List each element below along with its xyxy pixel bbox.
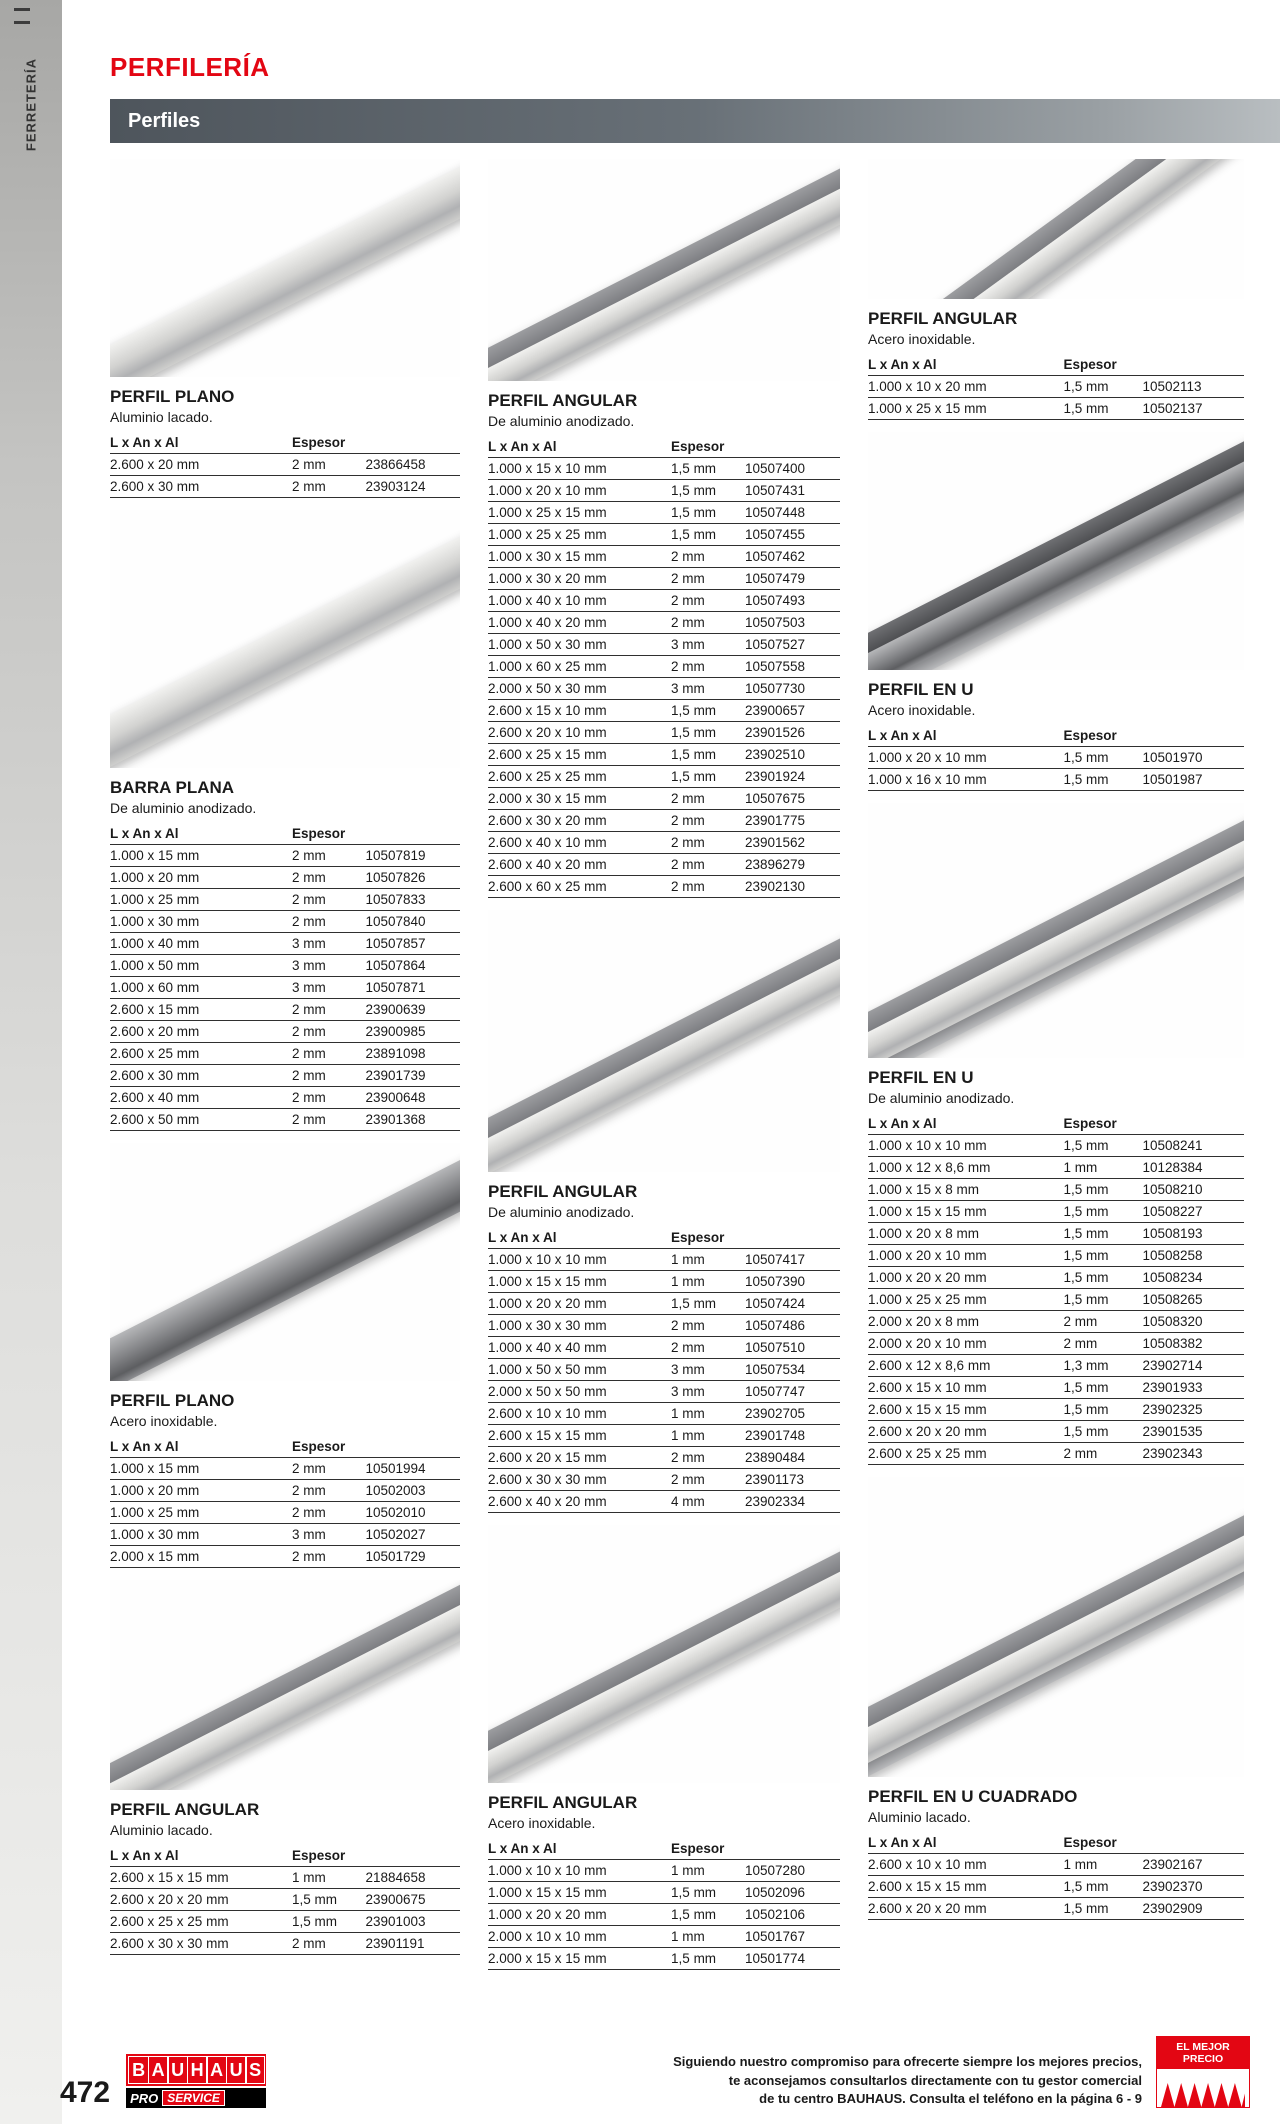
table-row: 1.000 x 30 x 30 mm 2 mm 10507486 <box>488 1315 840 1337</box>
table-row: 1.000 x 25 x 25 mm 1,5 mm 10508265 <box>868 1289 1244 1311</box>
table-row: 1.000 x 30 mm 3 mm 10502027 <box>110 1524 460 1546</box>
product-table <box>110 1437 460 1568</box>
table-row: 2.600 x 15 x 10 mm 1,5 mm 23900657 <box>488 700 840 722</box>
service-label: SERVICE <box>162 2090 225 2106</box>
table-row: 1.000 x 25 mm 2 mm 10502010 <box>110 1502 460 1524</box>
product-subtitle: Aluminio lacado. <box>110 409 213 425</box>
table-row: 2.600 x 12 x 8,6 mm 1,3 mm 23902714 <box>868 1355 1244 1377</box>
product-image <box>110 159 460 377</box>
section-bar: Perfiles <box>110 99 1280 143</box>
col-header-espesor: Espesor <box>292 433 366 454</box>
table-row: 2.600 x 40 mm 2 mm 23900648 <box>110 1087 460 1109</box>
product-card <box>110 1580 460 1955</box>
product-table <box>868 1833 1244 1920</box>
table-row: 2.600 x 15 mm 2 mm 23900639 <box>110 999 460 1021</box>
table-row: 1.000 x 20 x 20 mm 1,5 mm 10507424 <box>488 1293 840 1315</box>
table-row: 1.000 x 30 x 15 mm 2 mm 10507462 <box>488 546 840 568</box>
table-row: 2.600 x 30 x 20 mm 2 mm 23901775 <box>488 810 840 832</box>
table-row: 1.000 x 50 x 50 mm 3 mm 10507534 <box>488 1359 840 1381</box>
table-row: 2.600 x 20 x 20 mm 1,5 mm 23900675 <box>110 1889 460 1911</box>
bauhaus-wordmark: B A U H A U S <box>126 2054 266 2086</box>
table-row: 2.600 x 10 x 10 mm 1 mm 23902167 <box>868 1854 1244 1876</box>
table-row: 1.000 x 50 x 30 mm 3 mm 10507527 <box>488 634 840 656</box>
page-number: 472 <box>60 2076 111 2109</box>
table-row: 1.000 x 10 x 10 mm 1 mm 10507280 <box>488 1860 840 1882</box>
col-header-dims: L x An x Al <box>868 1833 1064 1854</box>
table-row: 2.600 x 25 x 25 mm 1,5 mm 23901924 <box>488 766 840 788</box>
best-price-label: EL MEJOR PRECIO <box>1157 2037 1249 2069</box>
col-header-dims: L x An x Al <box>488 1839 671 1860</box>
menu-icon <box>14 8 30 24</box>
product-title: PERFIL ANGULAR <box>488 1793 638 1812</box>
table-row: 2.600 x 10 x 10 mm 1 mm 23902705 <box>488 1403 840 1425</box>
product-title: PERFIL ANGULAR <box>488 1182 638 1201</box>
product-title: PERFIL ANGULAR <box>110 1800 260 1819</box>
table-row: 2.600 x 20 x 10 mm 1,5 mm 23901526 <box>488 722 840 744</box>
col-header-espesor: Espesor <box>1064 355 1143 376</box>
table-row: 1.000 x 15 x 10 mm 1,5 mm 10507400 <box>488 458 840 480</box>
table-row: 2.000 x 10 x 10 mm 1 mm 10501767 <box>488 1926 840 1948</box>
page-title: PERFILERÍA <box>110 52 270 82</box>
table-row: 1.000 x 40 x 20 mm 2 mm 10507503 <box>488 612 840 634</box>
product-table <box>488 1228 840 1513</box>
table-row: 1.000 x 15 mm 2 mm 10507819 <box>110 845 460 867</box>
table-row: 2.600 x 20 x 20 mm 1,5 mm 23901535 <box>868 1421 1244 1443</box>
col-header-sku <box>1142 1114 1244 1135</box>
table-row: 2.600 x 25 mm 2 mm 23891098 <box>110 1043 460 1065</box>
product-title: PERFIL ANGULAR <box>868 309 1018 328</box>
product-card <box>488 159 840 898</box>
product-subtitle: Acero inoxidable. <box>110 1413 218 1429</box>
col-header-dims: L x An x Al <box>488 437 671 458</box>
product-card <box>110 159 460 498</box>
table-row: 1.000 x 40 x 10 mm 2 mm 10507493 <box>488 590 840 612</box>
footer-note-line: de tu centro BAUHAUS. Consulta el teléfono en la página 6 - 9 <box>759 2090 1142 2106</box>
col-header-sku <box>366 1846 461 1867</box>
product-table <box>868 1114 1244 1465</box>
col-header-dims: L x An x Al <box>110 1846 292 1867</box>
bauhaus-logo <box>126 2054 266 2108</box>
table-row: 1.000 x 15 x 15 mm 1,5 mm 10502096 <box>488 1882 840 1904</box>
page-content <box>110 0 1244 1970</box>
product-image <box>110 510 460 768</box>
table-row: 2.000 x 20 x 8 mm 2 mm 10508320 <box>868 1311 1244 1333</box>
product-image <box>110 1143 460 1381</box>
product-subtitle: Aluminio lacado. <box>868 1809 971 1825</box>
product-table <box>110 1846 460 1955</box>
product-card <box>488 910 840 1513</box>
table-row: 2.600 x 15 x 10 mm 1,5 mm 23901933 <box>868 1377 1244 1399</box>
table-row: 1.000 x 30 x 20 mm 2 mm 10507479 <box>488 568 840 590</box>
col-header-dims: L x An x Al <box>488 1228 671 1249</box>
pro-label: PRO <box>130 2090 159 2106</box>
product-table <box>488 1839 840 1970</box>
product-title: BARRA PLANA <box>110 778 235 797</box>
product-columns <box>110 147 1244 1970</box>
product-title: PERFIL PLANO <box>110 387 235 406</box>
best-price-graphic <box>1157 2069 1249 2107</box>
table-row: 1.000 x 60 x 25 mm 2 mm 10507558 <box>488 656 840 678</box>
table-row: 2.600 x 60 x 25 mm 2 mm 23902130 <box>488 876 840 898</box>
table-row: 2.600 x 25 x 15 mm 1,5 mm 23902510 <box>488 744 840 766</box>
table-row: 2.600 x 15 x 15 mm 1 mm 21884658 <box>110 1867 460 1889</box>
table-row: 1.000 x 40 x 40 mm 2 mm 10507510 <box>488 1337 840 1359</box>
table-row: 1.000 x 15 x 8 mm 1,5 mm 10508210 <box>868 1179 1244 1201</box>
product-image <box>488 910 840 1172</box>
table-row: 2.000 x 15 mm 2 mm 10501729 <box>110 1546 460 1568</box>
table-row: 1.000 x 20 mm 2 mm 10507826 <box>110 867 460 889</box>
table-row: 1.000 x 50 mm 3 mm 10507864 <box>110 955 460 977</box>
table-row: 1.000 x 25 x 25 mm 1,5 mm 10507455 <box>488 524 840 546</box>
col-header-sku <box>1142 726 1244 747</box>
table-row: 2.600 x 20 x 20 mm 1,5 mm 23902909 <box>868 1898 1244 1920</box>
col-header-sku <box>745 437 840 458</box>
table-row: 1.000 x 25 mm 2 mm 10507833 <box>110 889 460 911</box>
col-header-espesor: Espesor <box>671 437 745 458</box>
product-table <box>488 437 840 898</box>
product-image <box>868 432 1244 670</box>
category-sidebar <box>0 0 62 2124</box>
product-subtitle: Aluminio lacado. <box>110 1822 213 1838</box>
table-row: 1.000 x 15 x 15 mm 1 mm 10507390 <box>488 1271 840 1293</box>
col-header-sku <box>1142 355 1244 376</box>
table-row: 2.600 x 50 mm 2 mm 23901368 <box>110 1109 460 1131</box>
category-label: FERRETERÍA <box>23 58 39 152</box>
product-card <box>488 1525 840 1970</box>
table-row: 2.000 x 30 x 15 mm 2 mm 10507675 <box>488 788 840 810</box>
product-card <box>110 510 460 1131</box>
table-row: 2.600 x 25 x 25 mm 2 mm 23902343 <box>868 1443 1244 1465</box>
product-table <box>868 355 1244 420</box>
column-3 <box>868 147 1244 1970</box>
table-row: 2.600 x 15 x 15 mm 1 mm 23901748 <box>488 1425 840 1447</box>
table-row: 2.000 x 15 x 15 mm 1,5 mm 10501774 <box>488 1948 840 1970</box>
product-subtitle: De aluminio anodizado. <box>488 1204 635 1220</box>
table-row: 2.600 x 30 x 30 mm 2 mm 23901191 <box>110 1933 460 1955</box>
table-row: 1.000 x 20 x 10 mm 1,5 mm 10507431 <box>488 480 840 502</box>
column-1 <box>110 147 460 1970</box>
col-header-espesor: Espesor <box>292 824 366 845</box>
table-row: 1.000 x 10 x 10 mm 1,5 mm 10508241 <box>868 1135 1244 1157</box>
table-row: 2.600 x 40 x 10 mm 2 mm 23901562 <box>488 832 840 854</box>
product-subtitle: De aluminio anodizado. <box>868 1090 1015 1106</box>
product-image <box>110 1580 460 1790</box>
column-2 <box>488 147 840 1970</box>
col-header-espesor: Espesor <box>292 1437 366 1458</box>
col-header-espesor: Espesor <box>1064 1114 1143 1135</box>
table-row: 2.600 x 25 x 25 mm 1,5 mm 23901003 <box>110 1911 460 1933</box>
col-header-sku <box>366 1437 461 1458</box>
product-card <box>868 432 1244 791</box>
product-subtitle: Acero inoxidable. <box>488 1815 596 1831</box>
table-row: 1.000 x 10 x 20 mm 1,5 mm 10502113 <box>868 376 1244 398</box>
product-image <box>488 1525 840 1783</box>
product-subtitle: De aluminio anodizado. <box>488 413 635 429</box>
product-image <box>868 1477 1244 1777</box>
table-row: 2.600 x 15 x 15 mm 1,5 mm 23902370 <box>868 1876 1244 1898</box>
table-row: 1.000 x 15 mm 2 mm 10501994 <box>110 1458 460 1480</box>
table-row: 2.600 x 20 mm 2 mm 23900985 <box>110 1021 460 1043</box>
col-header-dims: L x An x Al <box>868 355 1064 376</box>
col-header-espesor: Espesor <box>1064 726 1143 747</box>
table-row: 1.000 x 60 mm 3 mm 10507871 <box>110 977 460 999</box>
table-row: 2.600 x 20 mm 2 mm 23866458 <box>110 454 460 476</box>
table-row: 1.000 x 30 mm 2 mm 10507840 <box>110 911 460 933</box>
product-subtitle: De aluminio anodizado. <box>110 800 257 816</box>
col-header-dims: L x An x Al <box>110 824 292 845</box>
table-row: 2.600 x 20 x 15 mm 2 mm 23890484 <box>488 1447 840 1469</box>
table-row: 1.000 x 25 x 15 mm 1,5 mm 10502137 <box>868 398 1244 420</box>
proservice-logo <box>126 2088 266 2108</box>
table-row: 1.000 x 10 x 10 mm 1 mm 10507417 <box>488 1249 840 1271</box>
table-row: 2.600 x 40 x 20 mm 2 mm 23896279 <box>488 854 840 876</box>
table-row: 2.600 x 30 mm 2 mm 23903124 <box>110 476 460 498</box>
page-footer <box>60 2036 1250 2108</box>
product-image <box>488 159 840 381</box>
table-row: 1.000 x 20 mm 2 mm 10502003 <box>110 1480 460 1502</box>
product-table <box>110 824 460 1131</box>
zigzag-icon <box>1161 2077 1245 2107</box>
footer-note <box>673 2053 1142 2108</box>
table-row: 2.000 x 50 x 50 mm 3 mm 10507747 <box>488 1381 840 1403</box>
product-table <box>110 433 460 498</box>
product-title: PERFIL ANGULAR <box>488 391 638 410</box>
col-header-sku <box>366 433 461 454</box>
col-header-dims: L x An x Al <box>110 1437 292 1458</box>
product-card <box>110 1143 460 1568</box>
table-row: 1.000 x 20 x 8 mm 1,5 mm 10508193 <box>868 1223 1244 1245</box>
best-price-badge <box>1156 2036 1250 2108</box>
product-subtitle: Acero inoxidable. <box>868 702 976 718</box>
product-table <box>868 726 1244 791</box>
table-row: 2.600 x 30 x 30 mm 2 mm 23901173 <box>488 1469 840 1491</box>
product-title: PERFIL PLANO <box>110 1391 235 1410</box>
product-card <box>868 159 1244 420</box>
col-header-sku <box>745 1839 840 1860</box>
product-card <box>868 1477 1244 1920</box>
col-header-espesor: Espesor <box>671 1228 745 1249</box>
table-row: 1.000 x 20 x 20 mm 1,5 mm 10502106 <box>488 1904 840 1926</box>
col-header-dims: L x An x Al <box>868 1114 1064 1135</box>
table-row: 1.000 x 15 x 15 mm 1,5 mm 10508227 <box>868 1201 1244 1223</box>
col-header-dims: L x An x Al <box>110 433 292 454</box>
product-subtitle: Acero inoxidable. <box>868 331 976 347</box>
product-image <box>868 159 1244 299</box>
col-header-sku <box>366 824 461 845</box>
table-row: 1.000 x 16 x 10 mm 1,5 mm 10501987 <box>868 769 1244 791</box>
table-row: 2.600 x 40 x 20 mm 4 mm 23902334 <box>488 1491 840 1513</box>
footer-note-line: te aconsejamos consultarlos directamente con tu gestor comercial <box>728 2072 1142 2088</box>
col-header-dims: L x An x Al <box>868 726 1064 747</box>
product-title: PERFIL EN U <box>868 680 974 699</box>
table-row: 2.000 x 20 x 10 mm 2 mm 10508382 <box>868 1333 1244 1355</box>
table-row: 2.600 x 30 mm 2 mm 23901739 <box>110 1065 460 1087</box>
col-header-sku <box>745 1228 840 1249</box>
col-header-espesor: Espesor <box>1064 1833 1143 1854</box>
product-title: PERFIL EN U CUADRADO <box>868 1787 1078 1806</box>
table-row: 1.000 x 20 x 20 mm 1,5 mm 10508234 <box>868 1267 1244 1289</box>
footer-note-line: Siguiendo nuestro compromiso para ofrecerte siempre los mejores precios, <box>673 2054 1142 2070</box>
table-row: 2.600 x 15 x 15 mm 1,5 mm 23902325 <box>868 1399 1244 1421</box>
col-header-sku <box>1142 1833 1244 1854</box>
table-row: 1.000 x 20 x 10 mm 1,5 mm 10501970 <box>868 747 1244 769</box>
col-header-espesor: Espesor <box>292 1846 366 1867</box>
table-row: 1.000 x 25 x 15 mm 1,5 mm 10507448 <box>488 502 840 524</box>
table-row: 1.000 x 40 mm 3 mm 10507857 <box>110 933 460 955</box>
table-row: 1.000 x 20 x 10 mm 1,5 mm 10508258 <box>868 1245 1244 1267</box>
product-card <box>868 803 1244 1465</box>
product-image <box>868 803 1244 1058</box>
col-header-espesor: Espesor <box>671 1839 745 1860</box>
table-row: 2.000 x 50 x 30 mm 3 mm 10507730 <box>488 678 840 700</box>
product-title: PERFIL EN U <box>868 1068 974 1087</box>
table-row: 1.000 x 12 x 8,6 mm 1 mm 10128384 <box>868 1157 1244 1179</box>
